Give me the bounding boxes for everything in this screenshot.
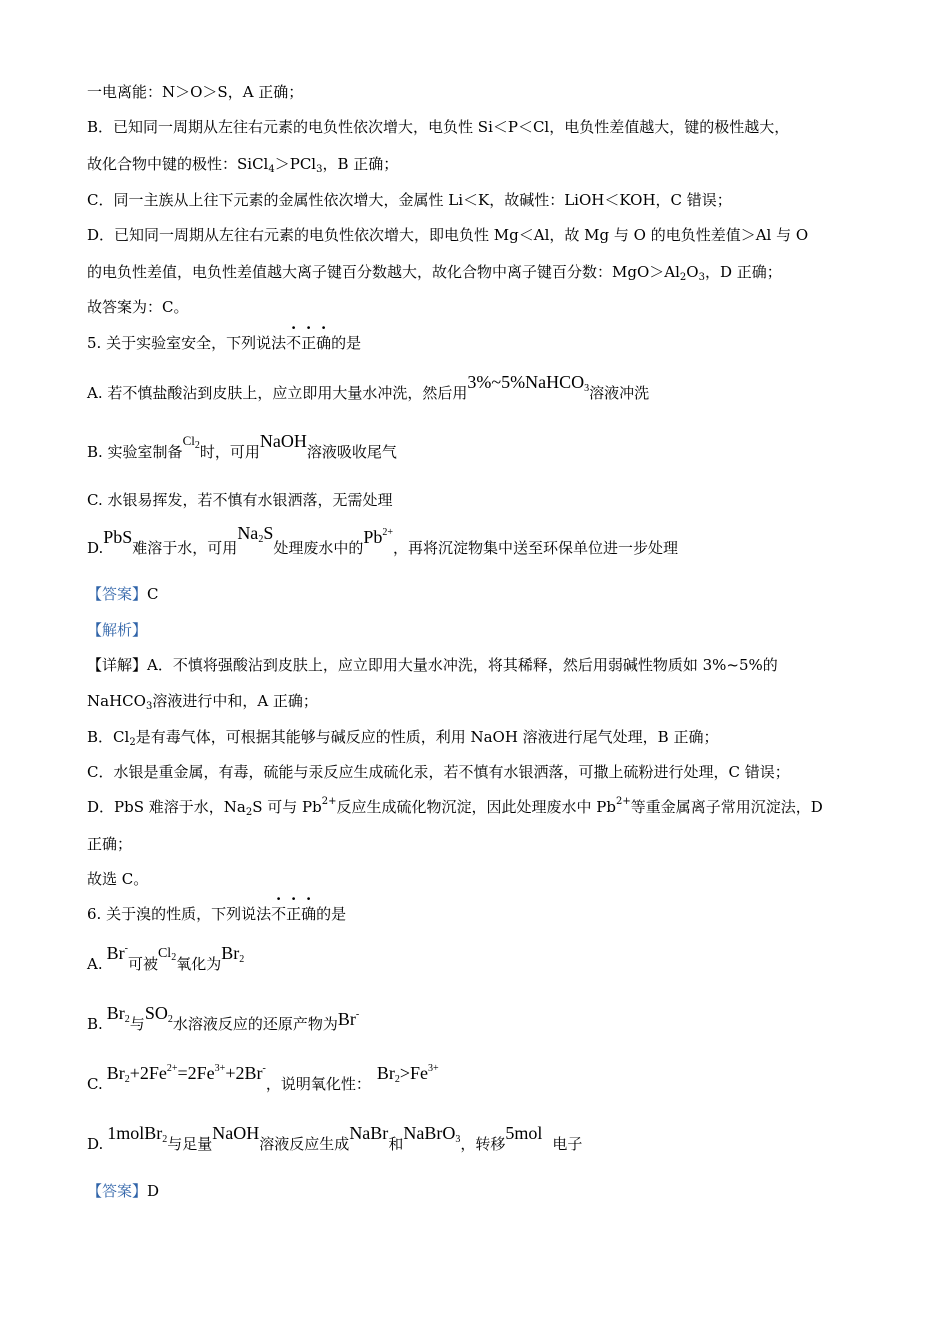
prev-analysis-b-line-1: B．已知同一周期从左往右元素的电负性依次增大，电负性 Si＜P＜Cl，电负性差值越大，键的极性越大， [87, 118, 790, 136]
q6-option-c: $C.Br_2+2Fe^{2+}=2Fe^{3+}+2Br^-$，说明氧化性：$Br_2>Fe^{3+}$ [87, 1063, 439, 1093]
q5-detail-line-4: C．水银是重金属，有毒，硫能与汞反应生成硫化汞，若不慎有水银洒落，可撒上硫粉进行处理，C 错误； [87, 763, 790, 781]
q6-answer: 【答案】D [87, 1182, 160, 1200]
prev-answer-line: 故答案为：C。 [87, 298, 189, 316]
q5-option-c: C. 水银易挥发，若不慎有水银洒落，无需处理 [87, 491, 393, 509]
emphasis-char: 正 [301, 334, 317, 352]
prev-analysis-b-line-2: 故化合物中键的极性：SiCl$_4$＞PCl$_3$，B 正确； [87, 155, 399, 175]
prev-analysis-d-line-1: D．已知同一周期从左往右元素的电负性依次增大，即电负性 Mg＜Al，故 Mg 与 O 的电负性差值＞Al 与 O [87, 226, 809, 244]
q5-option-d: D.PbS难溶于水，可用$Na_2S$处理废水中的$Pb^{2+}$，再将沉淀物集中送至环保单位进一步处理 [87, 523, 679, 557]
q5-detail-line-5: D．PbS 难溶于水，$Na_2S$ 可与 $Pb^{2+}$反应生成硫化物沉淀，因此处理废水中 $Pb^{2+}$等重金属离子常用沉淀法，D [87, 796, 823, 818]
q5-detail-line-2: NaHCO$_3$溶液进行中和，A 正确； [87, 692, 318, 712]
q5-detail-line-7: 故选 C。 [87, 870, 149, 888]
prev-analysis-d-line-2: 的电负性差值，电负性差值越大离子键百分数越大，故化合物中离子键百分数：$MgO>Al_2O_3$，D 正确； [87, 263, 782, 283]
q6-option-d: D.1molBr$_2$与足量NaOH溶液反应生成NaBr和NaBrO$_3$，转移5mol电子 [87, 1123, 583, 1153]
emphasis-char: 正 [286, 905, 302, 923]
q5-answer: 【答案】C [87, 585, 159, 603]
q5-option-b: B. 实验室制备$Cl_2$时，可用NaOH溶液吸收尾气 [87, 431, 397, 461]
q5-detail-line-1: 【详解】A．不慎将强酸沾到皮肤上，应立即用大量水冲洗，将其稀释，然后用弱碱性物质如 3%~5%的 [87, 656, 778, 674]
answer-tag: 【答案】 [87, 585, 148, 603]
answer-tag: 【答案】 [87, 1182, 148, 1200]
q6-option-b: $B.Br_2$与$SO_2$水溶液反应的还原产物为Br- [87, 1003, 360, 1033]
detail-tag: 【详解】 [87, 656, 148, 674]
q6-stem: 6. 关于溴的性质，下列说法不正确的是 [87, 905, 347, 923]
q5-analysis-heading [87, 620, 147, 640]
q5-detail-line-6: 正确； [87, 835, 133, 853]
q5-stem: 5. 关于实验室安全，下列说法不正确的是 [87, 334, 362, 352]
analysis-tag: 【解析】 [87, 621, 148, 639]
emphasis-char: 不 [271, 905, 287, 923]
q5-detail-line-3: B．$Cl_2$是有毒气体，可根据其能够与碱反应的性质，利用 NaOH 溶液进行尾气处理，B 正确； [87, 728, 719, 748]
q6-option-a: A.Br-可被$Cl_2$氧化为$Br_2$ [87, 943, 245, 973]
prev-analysis-line-1: 一电离能：N＞O＞S，A 正确； [87, 83, 304, 101]
q5-option-a: A. 若不慎盐酸沾到皮肤上，应立即用大量水冲洗，然后用3%~5%NaHCO$_3$溶液冲洗 [87, 372, 650, 402]
emphasis-char: 确 [301, 905, 317, 923]
emphasis-char: 不 [286, 334, 302, 352]
prev-analysis-c-line: C．同一主族从上往下元素的金属性依次增大，金属性 Li＜K，故碱性：LiOH＜KOH，C 错误； [87, 191, 732, 209]
emphasis-char: 确 [316, 334, 332, 352]
